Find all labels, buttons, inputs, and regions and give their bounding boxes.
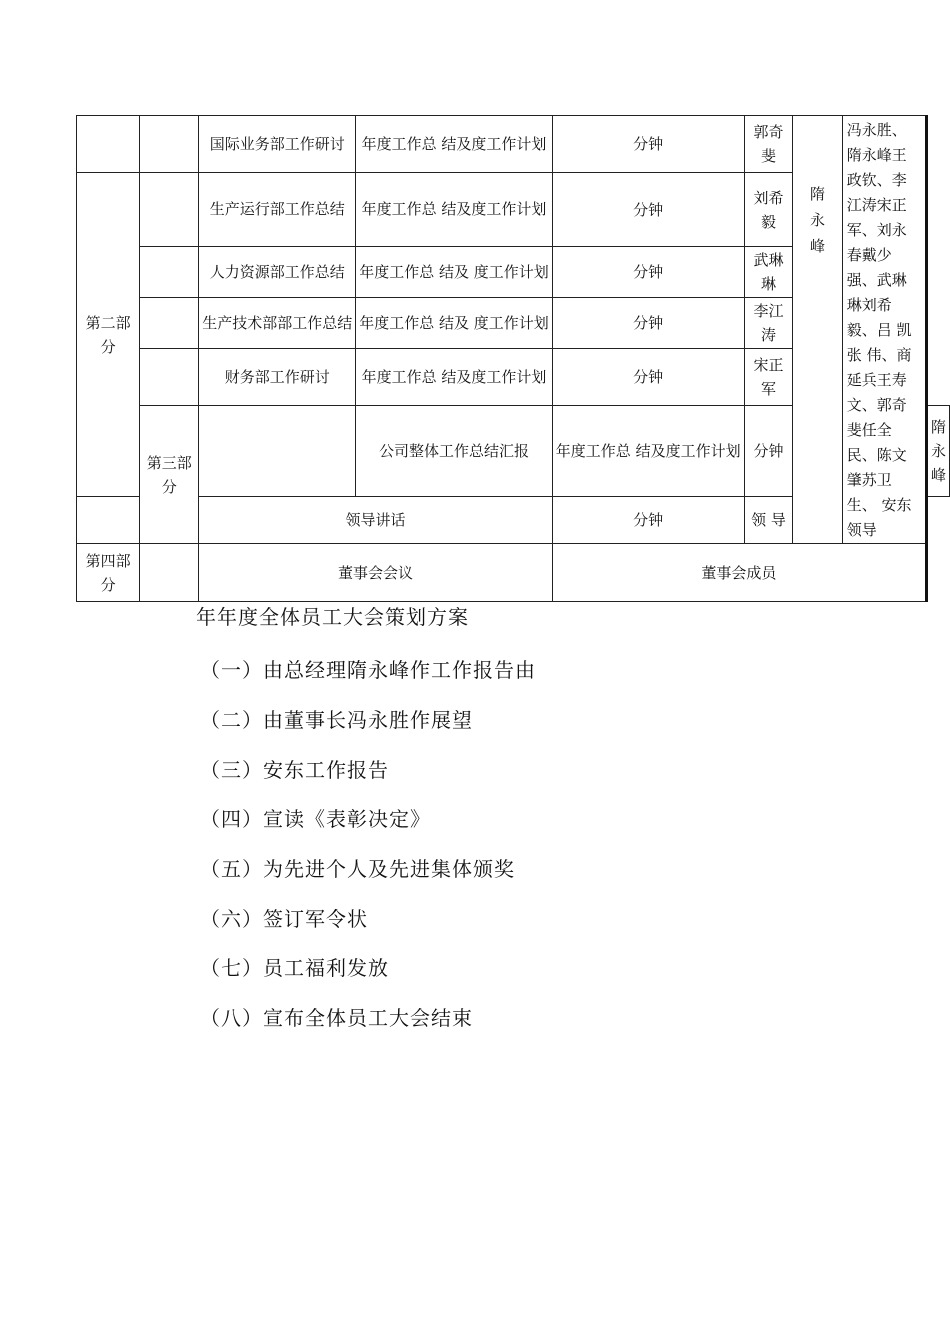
time-cell — [140, 349, 199, 406]
content-text: 年度工作总 结及度工作计划 — [555, 441, 741, 460]
topic-cell — [199, 298, 356, 349]
topic-text: 人力资源部工作总结 — [209, 262, 345, 281]
plan-item: （二）由董事长冯永胜作展望 — [200, 708, 473, 732]
presenter-cell: 武琳琳 — [744, 247, 793, 298]
topic-text: 公司整体工作总结汇报 — [379, 441, 530, 460]
part-label-text: 第二部分 — [85, 313, 131, 356]
part-label-text: 第三部分 — [146, 453, 192, 496]
plan-item: （五）为先进个人及先进集体颁奖 — [200, 857, 515, 881]
attendees-text: 冯永胜、隋永峰王政钦、李江涛宋正军、刘永春戴少强、武琳琳刘希毅、吕 凯张 伟、商延兵王寿文、郭奇斐任全民、陈文肇苏卫生、 安东领导 — [846, 121, 912, 539]
presenter-cell: 宋正军 — [744, 349, 793, 406]
host-text: 隋永峰 — [810, 184, 826, 255]
table-row — [77, 544, 950, 602]
attendees-cell — [842, 116, 926, 544]
content-text: 年度工作总 结及 度工作计划 — [359, 262, 549, 281]
presenter-cell: 领 导 — [744, 497, 793, 544]
topic-text: 生产技术部部工作总结 — [202, 313, 353, 332]
plan-item: （六）签订军令状 — [200, 907, 368, 931]
content-cell — [356, 298, 553, 349]
part-label — [77, 173, 140, 497]
part-cell-empty — [77, 116, 140, 173]
time-cell — [140, 298, 199, 349]
duration-cell: 分钟 — [552, 116, 744, 173]
presenter-cell: 李江涛 — [744, 298, 793, 349]
part-label-text: 第四部分 — [85, 551, 131, 594]
content-text: 年度工作总 结及 度工作计划 — [359, 313, 549, 332]
part-label — [77, 544, 140, 602]
plan-item: （七）员工福利发放 — [200, 956, 389, 980]
topic-text: 国际业务部工作研讨 — [209, 134, 345, 153]
host-cell — [793, 116, 842, 544]
content-cell — [552, 406, 744, 497]
plan-item: （三）安东工作报告 — [200, 758, 389, 782]
board-members-cell: 董事会成员 — [552, 544, 926, 602]
content-text: 年度工作总 结及度工作计划 — [361, 200, 547, 218]
topic-cell — [199, 116, 356, 173]
part-label — [140, 406, 199, 544]
content-cell — [356, 173, 553, 247]
duration-cell: 分钟 — [744, 406, 793, 497]
plan-item: （一）由总经理隋永峰作工作报告由 — [200, 658, 536, 682]
time-cell — [140, 173, 199, 247]
content-text: 年度工作总 结及度工作计划 — [361, 367, 547, 386]
time-cell — [199, 406, 356, 497]
time-cell — [140, 247, 199, 298]
time-cell — [140, 544, 199, 602]
plan-item: （八）宣布全体员工大会结束 — [200, 1006, 473, 1030]
plan-item: （四）宣读《表彰决定》 — [200, 807, 431, 831]
topic-cell — [199, 173, 356, 247]
presenter-cell: 刘希毅 — [744, 173, 793, 247]
topic-text: 生产运行部工作总结 — [209, 200, 345, 218]
content-cell — [356, 247, 553, 298]
topic-cell — [199, 349, 356, 406]
topic-cell — [356, 406, 553, 497]
topic-cell: 领导讲话 — [199, 497, 553, 544]
plan-title: 年年度全体员工大会策划方案 — [196, 605, 469, 629]
duration-cell: 分钟 — [552, 298, 744, 349]
duration-cell: 分钟 — [552, 247, 744, 298]
presenter-cell: 郭奇斐 — [744, 116, 793, 173]
duration-cell: 分钟 — [552, 497, 744, 544]
agenda-table — [76, 115, 950, 602]
topic-text: 财务部工作研讨 — [224, 367, 330, 386]
content-text: 年度工作总 结及度工作计划 — [361, 134, 547, 153]
content-cell — [356, 116, 553, 173]
board-meeting-cell: 董事会会议 — [199, 544, 553, 602]
presenter-cell: 隋永峰 — [926, 406, 949, 497]
table-row — [77, 116, 950, 173]
time-cell — [140, 116, 199, 173]
duration-cell: 分钟 — [552, 349, 744, 406]
duration-cell: 分钟 — [552, 173, 744, 247]
content-cell — [356, 349, 553, 406]
time-cell — [77, 497, 140, 544]
topic-cell — [199, 247, 356, 298]
